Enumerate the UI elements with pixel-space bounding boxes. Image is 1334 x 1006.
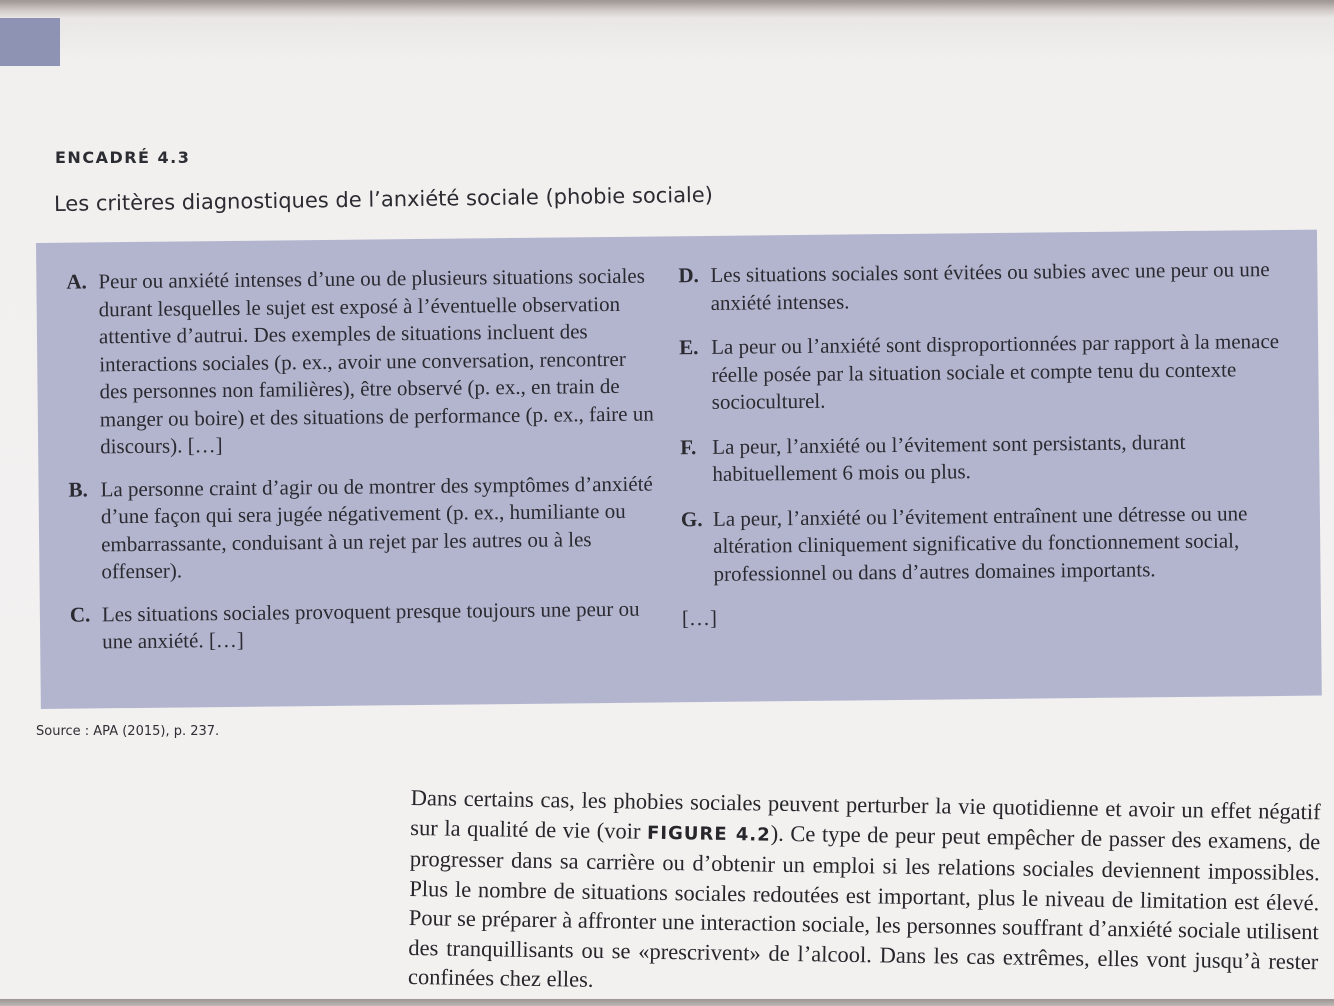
criteria-left-column bbox=[66, 263, 660, 672]
criteria-box bbox=[36, 230, 1322, 709]
criterion-text: La peur, l’anxiété ou l’évitement entraînent une détresse ou une altération cliniquement significative du fonctionnement social, professionnel ou dans d’autres domaines importants. bbox=[712, 500, 1248, 586]
criterion-a bbox=[66, 263, 658, 462]
criterion-letter: F. bbox=[680, 434, 697, 459]
figure-reference: FIGURE 4.2 bbox=[646, 822, 771, 846]
criterion-letter: D. bbox=[678, 263, 699, 288]
criteria-ellipsis: […] bbox=[681, 605, 718, 631]
paragraph-text-after: ). Ce type de peur peut empêcher de passer des examens, de progresser dans sa carrière ou d’obtenir un emploi si les relations sociales deviennent impossibles. Plus le nombre de situations sociales redoutées est important, plus le niveau de limitation est élevé. Pour se préparer à affronter une interaction sociale, les personnes souffrant d’anxiété sociale utilisent des tranquillisants ou se «prescrivent» de l’alcool. Dans les cas extrêmes, elles vont jusqu’à rester confinées chez elles. bbox=[407, 820, 1321, 992]
criterion-c bbox=[70, 595, 661, 656]
criterion-f bbox=[680, 427, 1311, 489]
criterion-letter: G. bbox=[680, 506, 703, 531]
criterion-text: La personne craint d’agir ou de montrer des symptômes d’anxiété d’une façon qui sera jugée négativement (p. ex., humiliante ou embarrassante, conduisant à un rejet par les autres ou à les offenser). bbox=[100, 471, 653, 584]
criterion-text: La peur, l’anxiété ou l’évitement sont persistants, durant habituellement 6 mois ou plus. bbox=[712, 429, 1186, 486]
criterion-letter: C. bbox=[69, 601, 91, 627]
criterion-text: La peur ou l’anxiété sont disproportionnées par rapport à la menace réelle posée par la situation sociale et compte tenu du contexte socioculturel. bbox=[710, 328, 1280, 414]
criteria-right-column bbox=[678, 256, 1312, 633]
box-title: Les critères diagnostiques de l’anxiété sociale (phobie sociale) bbox=[53, 182, 714, 216]
criterion-e bbox=[679, 328, 1310, 417]
criterion-text: Les situations sociales provoquent presque toujours une peur ou une anxiété. […] bbox=[101, 596, 640, 654]
body-paragraph bbox=[408, 783, 1321, 1006]
criterion-d bbox=[678, 256, 1309, 318]
criterion-letter: B. bbox=[68, 476, 88, 502]
page-color-tab bbox=[0, 18, 60, 66]
criterion-b bbox=[68, 470, 659, 586]
box-label: ENCADRÉ 4.3 bbox=[55, 148, 191, 167]
source-note: Source : APA (2015), p. 237. bbox=[36, 724, 220, 739]
criterion-letter: E. bbox=[679, 335, 699, 360]
criterion-g bbox=[681, 499, 1312, 588]
criterion-letter: A. bbox=[66, 269, 87, 294]
paragraph-text-before: Dans certains cas, les phobies sociales peuvent perturber la vie quotidienne et avoir un effet négatif sur la qualité de vie (voir bbox=[410, 784, 1321, 844]
criterion-text: Les situations sociales sont évitées ou subies avec une peur ou une anxiété intenses. bbox=[710, 257, 1270, 315]
criterion-text: Peur ou anxiété intenses d’une ou de plusieurs situations sociales durant lesquelles le sujet est exposé à l’éventuelle observation attentive d’autrui. Des exemples de situations incluent des interactions sociales (p. ex., avoir une conversation, rencontrer des personnes non familières), être observé (p. ex., en train de manger ou boire) et des situations de performance (p. ex., faire un discours). […] bbox=[98, 263, 654, 459]
